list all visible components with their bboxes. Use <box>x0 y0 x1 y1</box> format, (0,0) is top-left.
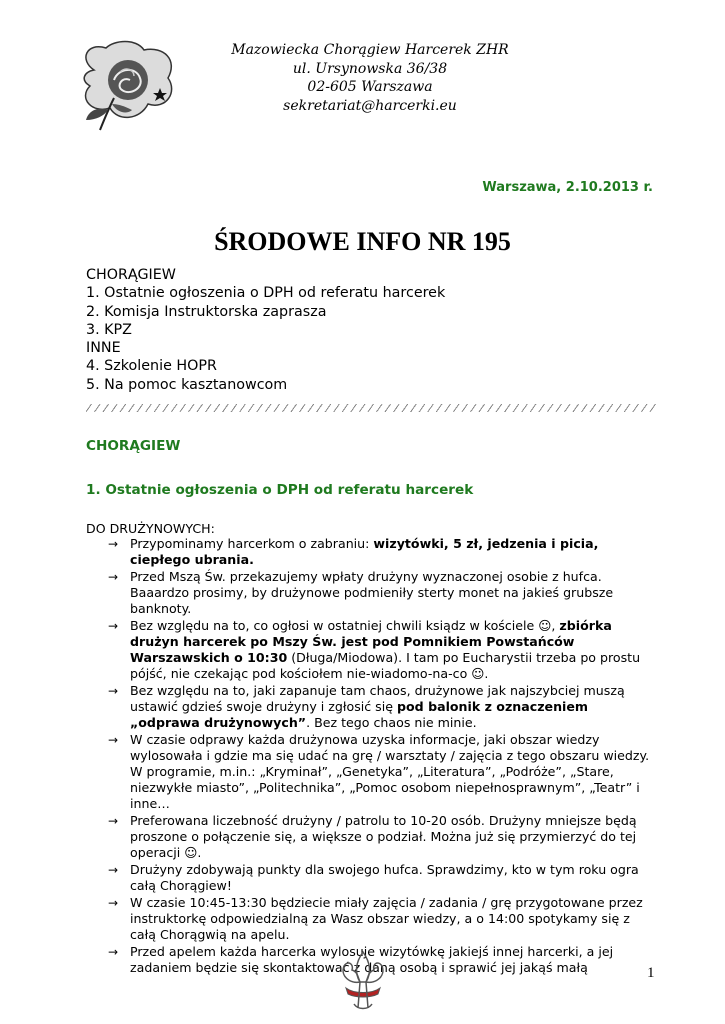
arrow-right-icon: → <box>108 537 119 551</box>
list-item-text: W czasie odprawy każda drużynowa uzyska informacje, jaki obszar wiedzy wylosowała i gdzie ma się udać na grę / warsztaty / zajęcia z tego obszaru wiedzy. W programie, m.in.: „Kryminał”, „Genetyka”, „Literatura”, „Podróże”, „Stare, niezwykłe miasto”, „Politechnika”, „Pomoc osobom niepełnosprawnym”, „Teatr” i inne… <box>130 732 650 811</box>
list-item-text: W czasie 10:45-13:30 będziecie miały zajęcia / zadania / grę przygotowane przez instruktorkę odpowiedzialną za Wasz obszar wiedzy, a o 14:00 spotykamy się z całą Chorągwią na apelu. <box>130 895 643 942</box>
list-item <box>108 618 656 682</box>
arrow-right-icon: → <box>108 814 119 828</box>
letterhead-email[interactable]: sekretariat@harcerki.eu <box>283 97 457 114</box>
list-item <box>108 683 656 731</box>
list-item-text: Przed Mszą Św. przekazujemy wpłaty drużyny wyznaczonej osobie z hufca. Baaardzo prosimy, by drużynowe podmieniły sterty monet na jakieś grubsze banknoty. <box>130 569 614 616</box>
toc-item: 2. Komisja Instruktorska zaprasza <box>86 303 327 320</box>
list-item <box>108 895 656 943</box>
fleur-de-lis-icon <box>338 950 388 1012</box>
bold-text: wizytówki, 5 zł, jedzenia i picia, ciepłego ubrania. <box>130 536 599 567</box>
list-item-text: Bez względu na to, co ogłosi w ostatniej chwili ksiądz w kościele ☺, <box>130 618 560 633</box>
list-item <box>108 813 656 861</box>
arrow-right-icon: → <box>108 863 119 877</box>
arrow-right-icon: → <box>108 684 119 698</box>
section-heading: CHORĄGIEW <box>86 438 181 454</box>
list-item-text: . Bez tego chaos nie minie. <box>306 715 477 730</box>
arrow-right-icon: → <box>108 896 119 910</box>
bullet-list <box>108 536 656 977</box>
list-item-text: Przypominamy harcerkom o zabraniu: <box>130 536 374 551</box>
table-of-contents <box>86 266 445 394</box>
letterhead <box>230 41 510 115</box>
bold-text: zbiórka drużyn harcerek po Mszy Św. jest pod Pomnikiem Powstańców Warszawskich o 10:30 <box>130 618 612 665</box>
list-item-text: Drużyny zdobywają punkty dla swojego hufca. Sprawdzimy, kto w tym roku ogra całą Chorągiew! <box>130 862 639 893</box>
subsection-heading: 1. Ostatnie ogłoszenia o DPH od referatu harcerek <box>86 482 474 498</box>
list-item <box>108 862 656 894</box>
rose-trefoil-logo <box>74 40 180 132</box>
list-item-text: Przed apelem każda harcerka wylosuje wizytówkę jakiejś innej harcerki, a jej zadaniem będzie się skontaktować z daną osobą i sprawić jej jakąś małą <box>130 944 614 975</box>
arrow-right-icon: → <box>108 945 119 959</box>
letterhead-street: ul. Ursynowska 36/38 <box>292 60 448 77</box>
section-divider <box>86 404 658 412</box>
arrow-right-icon: → <box>108 619 119 633</box>
toc-item: 5. Na pomoc kasztanowcom <box>86 376 288 393</box>
arrow-right-icon: → <box>108 733 119 747</box>
letterhead-org: Mazowiecka Chorągiew Harcerek ZHR <box>231 42 509 58</box>
list-item-text: (Długa/Miodowa). I tam po Eucharystii trzeba po prostu pójść, nie czekając pod kościołem nie-wiadomo-na-co ☺. <box>130 650 641 681</box>
intro-text: DO DRUŻYNOWYCH: <box>86 521 215 536</box>
list-item-text: Bez względu na to, jaki zapanuje tam chaos, drużynowe jak najszybciej muszą ustawić gdzieś swoje drużyny i zgłosić się <box>130 683 625 714</box>
list-item <box>108 536 656 568</box>
toc-item: 4. Szkolenie HOPR <box>86 358 217 375</box>
page-number: 1 <box>647 965 655 981</box>
bold-text: pod balonik z oznaczeniem „odprawa drużynowych” <box>130 699 589 730</box>
toc-item: 3. KPZ <box>86 321 132 338</box>
toc-item: INNE <box>86 340 121 357</box>
list-item-text: Preferowana liczebność drużyny / patrolu to 10-20 osób. Drużyny mniejsze będą proszone o połączenie się, a większe o podział. Można już się przymierzyć do tej operacji ☺. <box>130 813 637 860</box>
list-item <box>108 569 656 617</box>
toc-item: 1. Ostatnie ogłoszenia o DPH od referatu harcerek <box>86 285 446 302</box>
letterhead-city: 02-605 Warszawa <box>307 79 433 95</box>
arrow-right-icon: → <box>108 570 119 584</box>
list-item <box>108 732 656 812</box>
document-date: Warszawa, 2.10.2013 r. <box>482 180 653 195</box>
page-title: ŚRODOWE INFO NR 195 <box>214 227 511 256</box>
toc-item: CHORĄGIEW <box>86 267 176 283</box>
